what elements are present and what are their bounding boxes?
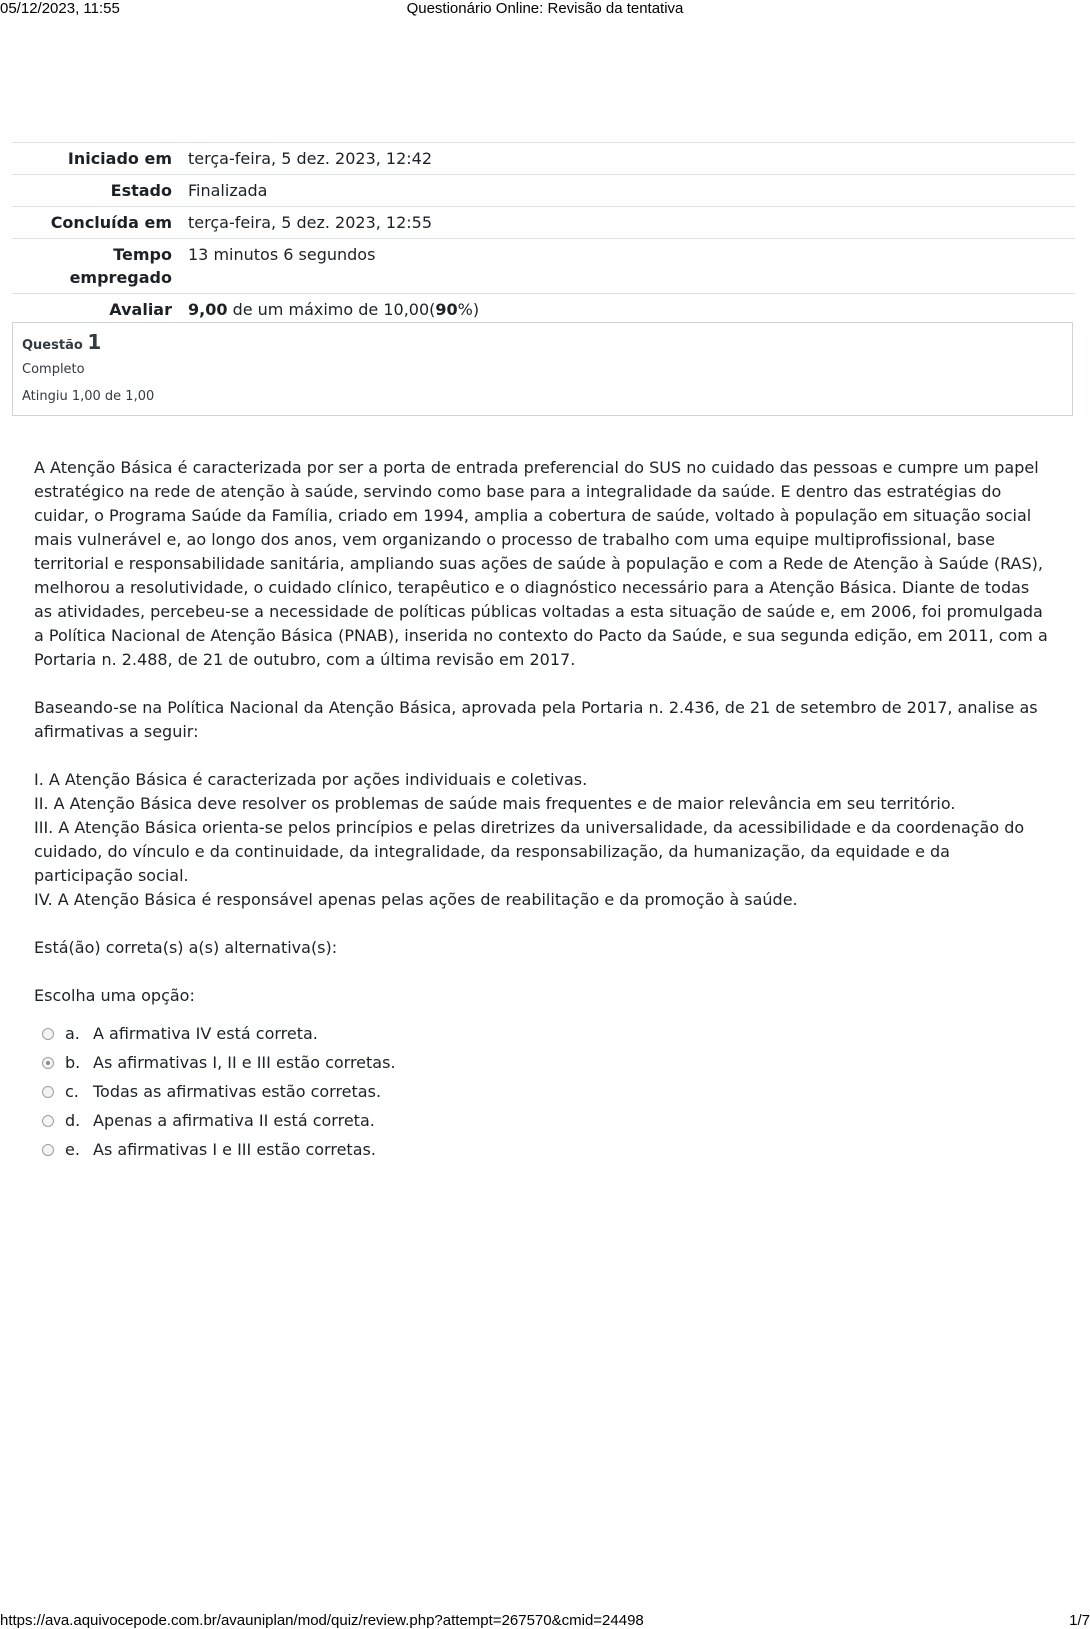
grade-middle: de um máximo de 10,00(: [232, 300, 436, 319]
summary-row-completed: [12, 207, 1075, 239]
radio-c[interactable]: [42, 1086, 54, 1098]
question-prefix: Questão: [22, 338, 83, 353]
question-text: [34, 456, 1050, 1008]
question-state: Completo: [22, 362, 85, 377]
question-number-value: 1: [87, 330, 102, 354]
summary-row-started: [12, 143, 1075, 175]
grade-suffix: %): [457, 300, 480, 319]
statement-2: II. A Atenção Básica deve resolver os problemas de saúde mais frequentes e de maior relevância em seu território.: [34, 794, 956, 813]
option-text: As afirmativas I, II e III estão corretas.: [93, 1053, 396, 1072]
print-footer: [0, 1612, 1090, 1628]
answer-option-b[interactable]: [42, 1048, 642, 1077]
option-letter: c.: [65, 1082, 79, 1101]
choose-option-label: Escolha uma opção:: [34, 986, 195, 1005]
question-paragraph-1: A Atenção Básica é caracterizada por ser a porta de entrada preferencial do SUS no cuidado das pessoas e cumpre um papel estratégico na rede de atenção à saúde, servindo como base para a integralidade da saúde. E dentro das estratégias do cuidar, o Programa Saúde da Família, criado em 1994, amplia a cobertura de saúde, voltado à população em situação social mais vulnerável e, ao longo dos anos, vem organizando o processo de trabalho com uma equipe multiprofissional, base territorial e responsabilidade sanitária, ampliando suas ações de saúde à população e com a Rede de Atenção à Saúde (RAS), melhorou a resolutividade, o cuidado clínico, terapêutico e o diagnóstico necessário para a Atenção Básica. Diante de todas as atividades, percebeu-se a necessidade de políticas públicas voltadas a esta situação de saúde e, em 2006, foi promulgada a Política Nacional de Atenção Básica (PNAB), inserida no contexto do Pacto da Saúde, e sua segunda edição, em 2011, com a Portaria n. 2.488, de 21 de outubro, com a última revisão em 2017.: [34, 458, 1048, 669]
option-letter: e.: [65, 1140, 80, 1159]
radio-d[interactable]: [42, 1115, 54, 1127]
option-text: As afirmativas I e III estão corretas.: [93, 1140, 376, 1159]
summary-label-time-taken: Tempo empregado: [12, 239, 180, 294]
summary-label-completed: Concluída em: [12, 207, 180, 239]
summary-value-time-taken: 13 minutos 6 segundos: [180, 239, 1075, 294]
question-info-box: [12, 322, 1073, 416]
question-paragraph-2: Baseando-se na Política Nacional da Atenção Básica, aprovada pela Portaria n. 2.436, de 21 de setembro de 2017, analise as afirmativas a seguir:: [34, 698, 1038, 741]
answer-option-c[interactable]: [42, 1077, 642, 1106]
summary-value-completed: terça-feira, 5 dez. 2023, 12:55: [180, 207, 1075, 239]
grade-percent: 90: [435, 300, 458, 319]
summary-row-grade: [12, 294, 1075, 326]
summary-label-started: Iniciado em: [12, 143, 180, 175]
print-page-number: 1/7: [1069, 1612, 1090, 1629]
summary-value-grade: [180, 294, 1075, 326]
summary-row-time-taken: [12, 239, 1075, 294]
option-letter: d.: [65, 1111, 81, 1130]
radio-e[interactable]: [42, 1144, 54, 1156]
summary-label-grade: Avaliar: [12, 294, 180, 326]
answer-option-d[interactable]: [42, 1106, 642, 1135]
print-doc-title: Questionário Online: Revisão da tentativa: [406, 0, 684, 17]
option-text: Todas as afirmativas estão corretas.: [93, 1082, 382, 1101]
statement-4: IV. A Atenção Básica é responsável apenas pelas ações de reabilitação e da promoção à saúde.: [34, 890, 798, 909]
summary-value-started: terça-feira, 5 dez. 2023, 12:42: [180, 143, 1075, 175]
answer-option-e[interactable]: [42, 1135, 642, 1164]
grade-score: 9,00: [188, 300, 228, 319]
print-header: [0, 0, 1090, 20]
question-prompt: Está(ão) correta(s) a(s) alternativa(s):: [34, 938, 338, 957]
option-letter: a.: [65, 1024, 80, 1043]
answer-options: [42, 1019, 642, 1164]
answer-option-a[interactable]: [42, 1019, 642, 1048]
summary-label-state: Estado: [12, 175, 180, 207]
statement-1: I. A Atenção Básica é caracterizada por ações individuais e coletivas.: [34, 770, 588, 789]
option-letter: b.: [65, 1053, 81, 1072]
summary-value-state: Finalizada: [180, 175, 1075, 207]
question-grade: Atingiu 1,00 de 1,00: [22, 389, 155, 404]
radio-b[interactable]: [42, 1057, 54, 1069]
summary-row-state: [12, 175, 1075, 207]
attempt-summary-table: [12, 142, 1075, 325]
statement-3: III. A Atenção Básica orienta-se pelos princípios e pelas diretrizes da universalidade, da acessibilidade e da coordenação do cuidado, do vínculo e da continuidade, da integralidade, da responsabilização, da humanização, da equidade e da participação social.: [34, 818, 1025, 885]
option-text: Apenas a afirmativa II está correta.: [93, 1111, 375, 1130]
question-number: [22, 330, 1063, 354]
option-text: A afirmativa IV está correta.: [93, 1024, 318, 1043]
print-url: https://ava.aquivocepode.com.br/avauniplan/mod/quiz/review.php?attempt=267570&cmid=24498: [0, 1612, 644, 1629]
radio-a[interactable]: [42, 1028, 54, 1040]
print-datetime: 05/12/2023, 11:55: [0, 0, 120, 17]
